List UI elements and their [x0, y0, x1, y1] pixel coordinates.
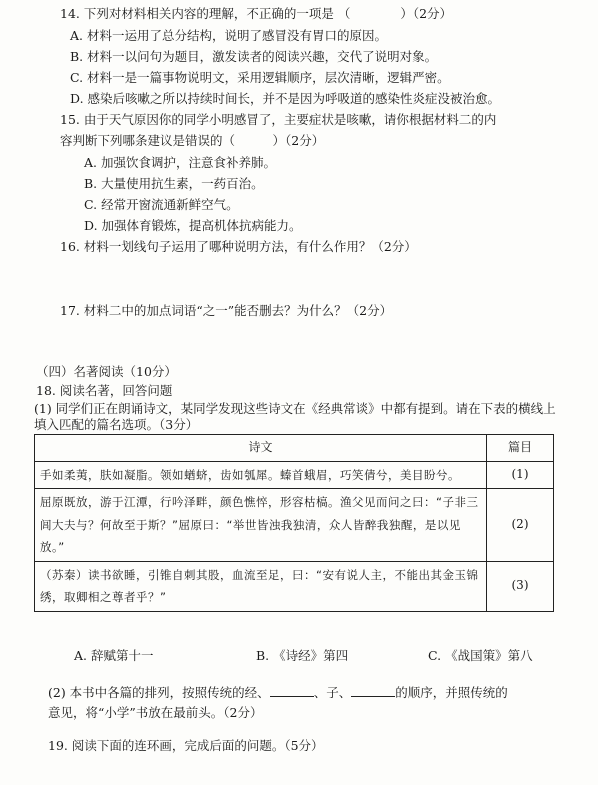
- choice-c: C. 《战国策》第八: [428, 648, 533, 663]
- q19-stem: 19. 阅读下面的连环画，完成后面的问题。（5分）: [48, 738, 324, 753]
- answer-blank-1[interactable]: [270, 684, 314, 697]
- q18-part2-line1: [48, 684, 508, 701]
- choice-b: B. 《诗经》第四: [256, 648, 349, 663]
- q14-option-c: C. 材料一是一篇事物说明文，采用逻辑顺序，层次清晰，逻辑严密。: [70, 70, 450, 85]
- q14-option-a: A. 材料一运用了总分结构，说明了感冒没有胃口的原因。: [70, 28, 387, 43]
- table-cell-poem: 屈原既放，游于江潭，行吟泽畔，颜色憔悴，形容枯槁。渔父见而问之曰：“子非三闾大夫与？何故至于斯？”屈原曰：“举世皆浊我独清，众人皆醉我独醒，是以见放。”: [35, 489, 487, 561]
- q18-part1-instructions: (1) 同学们正在朗诵诗文，某同学发现这些诗文在《经典常谈》中都有提到。请在下表的横线上填入匹配的篇名选项。（3分）: [34, 401, 556, 433]
- q15-option-c: C. 经常开窗流通新鲜空气。: [84, 197, 239, 212]
- q18-part2-text-a: (2) 本书中各篇的排列，按照传统的经、: [48, 685, 270, 700]
- choice-a: A. 辞赋第十一: [74, 648, 154, 663]
- q18-part2-text-b: 、子、: [313, 685, 352, 700]
- q14-option-b: B. 材料一以问句为题目，激发读者的阅读兴趣，交代了说明对象。: [70, 49, 438, 64]
- table-cell-poem: 手如柔荑，肤如凝脂。领如蝤蛴，齿如瓠犀。螓首蛾眉，巧笑倩兮，美目盼兮。: [35, 462, 487, 489]
- q15-option-d: D. 加强体育锻炼，提高机体抗病能力。: [84, 218, 302, 233]
- q18-title: 18. 阅读名著，回答问题: [36, 383, 173, 398]
- table-header-row: [35, 435, 554, 462]
- q18-part2-line2: 意见，将“小学”书放在最前头。（2分）: [48, 705, 263, 720]
- table-cell-number: (1): [487, 462, 554, 489]
- q17-stem: 17. 材料二中的加点词语“之一”能否删去？为什么？（2分）: [60, 303, 393, 318]
- table-row: [35, 462, 554, 489]
- table-row: [35, 489, 554, 561]
- q15-option-a: A. 加强饮食调护，注意食补养肺。: [84, 155, 276, 170]
- q16-stem: 16. 材料一划线句子运用了哪种说明方法，有什么作用？（2分）: [60, 239, 417, 254]
- q15-stem-line1: 15. 由于天气原因你的同学小明感冒了，主要症状是咳嗽，请你根据材料二的内: [60, 112, 497, 127]
- table-header-title: 篇目: [487, 435, 554, 462]
- q14-stem: 14. 下列对材料相关内容的理解，不正确的一项是 （ ）（2分）: [60, 6, 453, 21]
- q15-stem-line2: 容判断下列哪条建议是错误的（ ）（2分）: [60, 133, 325, 148]
- q15-option-b: B. 大量使用抗生素，一药百治。: [84, 176, 264, 191]
- table-cell-poem: （苏秦）读书欲睡，引锥自刺其股，血流至足，曰：“安有说人主，不能出其金玉锦绣，取卿相之尊者乎？”: [35, 561, 487, 611]
- section4-heading: （四）名著阅读（10分）: [36, 364, 177, 379]
- poem-matching-table: [34, 434, 554, 612]
- table-cell-number: (3): [487, 561, 554, 611]
- table-header-poem: 诗文: [35, 435, 487, 462]
- q18-part2-text-c: 的顺序，并照传统的: [395, 685, 508, 700]
- answer-blank-2[interactable]: [351, 684, 395, 697]
- table-cell-number: (2): [487, 489, 554, 561]
- q14-option-d: D. 感染后咳嗽之所以持续时间长，并不是因为呼吸道的感染性炎症没被治愈。: [70, 91, 501, 106]
- table-row: [35, 561, 554, 611]
